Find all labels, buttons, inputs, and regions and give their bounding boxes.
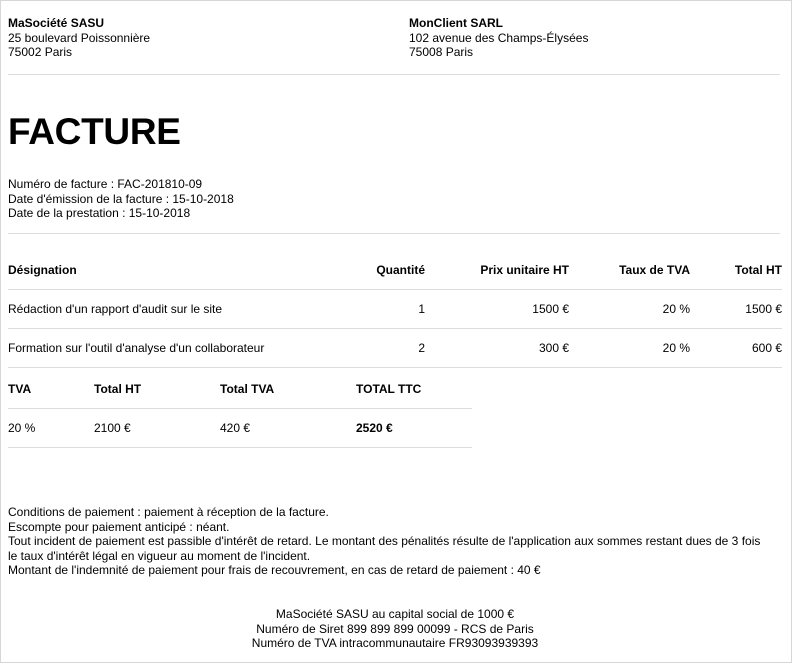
line-unit-price: 1500 € bbox=[425, 290, 569, 329]
client-city: 75008 Paris bbox=[409, 45, 474, 59]
header-total-ht: Total HT bbox=[690, 251, 782, 290]
header-quantity: Quantité bbox=[308, 251, 425, 290]
seller-address bbox=[8, 16, 150, 60]
line-quantity: 2 bbox=[308, 329, 425, 368]
line-designation: Formation sur l'outil d'analyse d'un collaborateur bbox=[8, 329, 308, 368]
client-street: 102 avenue des Champs-Élysées bbox=[409, 30, 589, 45]
header-total-ht: Total HT bbox=[94, 370, 220, 409]
table-row bbox=[8, 329, 782, 368]
invoice-meta bbox=[8, 177, 780, 234]
table-row bbox=[8, 290, 782, 329]
issue-date: Date d'émission de la facture : 15-10-2018 bbox=[8, 191, 234, 206]
header-total-vat: Total TVA bbox=[220, 370, 356, 409]
seller-name: MaSociété SASU bbox=[8, 16, 105, 30]
header-total-ttc: TOTAL TTC bbox=[356, 370, 472, 409]
late-payment-penalty-line-1: Tout incident de paiement est passible d'intérêt de retard. Le montant des pénalités résulte de l'application aux sommes restant dues de 3 fois bbox=[8, 534, 761, 548]
line-total: 600 € bbox=[690, 329, 782, 368]
line-vat-rate: 20 % bbox=[569, 290, 690, 329]
value-total-ht: 2100 € bbox=[94, 409, 220, 448]
line-total: 1500 € bbox=[690, 290, 782, 329]
value-total-ttc: 2520 € bbox=[356, 409, 472, 448]
client-address bbox=[409, 16, 588, 60]
service-date: Date de la prestation : 15-10-2018 bbox=[8, 206, 191, 220]
late-payment-penalty-line-2: le taux d'intérêt légal en vigueur au moment de l'incident. bbox=[8, 548, 311, 563]
value-total-vat: 420 € bbox=[220, 409, 356, 448]
line-unit-price: 300 € bbox=[425, 329, 569, 368]
seller-city: 75002 Paris bbox=[8, 45, 73, 59]
totals-header-row bbox=[8, 370, 472, 409]
header-designation: Désignation bbox=[8, 251, 308, 290]
siret-number: Numéro de Siret 899 899 899 00099 - RCS de Paris bbox=[256, 621, 534, 636]
seller-street: 25 boulevard Poissonnière bbox=[8, 30, 151, 45]
line-quantity: 1 bbox=[308, 290, 425, 329]
invoice-number: Numéro de facture : FAC-201810-09 bbox=[8, 177, 203, 191]
recovery-fee: Montant de l'indemnité de paiement pour frais de recouvrement, en cas de retard de paiement : 40 € bbox=[8, 563, 541, 577]
value-vat: 20 % bbox=[8, 409, 94, 448]
lines-header-row bbox=[8, 251, 782, 290]
line-designation: Rédaction d'un rapport d'audit sur le site bbox=[8, 290, 308, 329]
vat-number: Numéro de TVA intracommunautaire FR93093939393 bbox=[251, 636, 539, 650]
legal-footer bbox=[0, 607, 790, 651]
company-capital: MaSociété SASU au capital social de 1000 € bbox=[275, 607, 515, 621]
line-vat-rate: 20 % bbox=[569, 329, 690, 368]
payment-terms: Conditions de paiement : paiement à réception de la facture. bbox=[8, 505, 329, 519]
totals-table bbox=[8, 370, 472, 448]
invoice-lines-table bbox=[8, 251, 782, 368]
early-payment-discount: Escompte pour paiement anticipé : néant. bbox=[8, 519, 230, 534]
header-vat-rate: Taux de TVA bbox=[569, 251, 690, 290]
totals-values-row bbox=[8, 409, 472, 448]
client-name: MonClient SARL bbox=[409, 16, 503, 30]
parties-header bbox=[8, 16, 780, 75]
header-unit-price: Prix unitaire HT bbox=[425, 251, 569, 290]
header-vat: TVA bbox=[8, 370, 94, 409]
invoice-title: FACTURE bbox=[8, 111, 181, 152]
payment-conditions bbox=[8, 505, 780, 578]
